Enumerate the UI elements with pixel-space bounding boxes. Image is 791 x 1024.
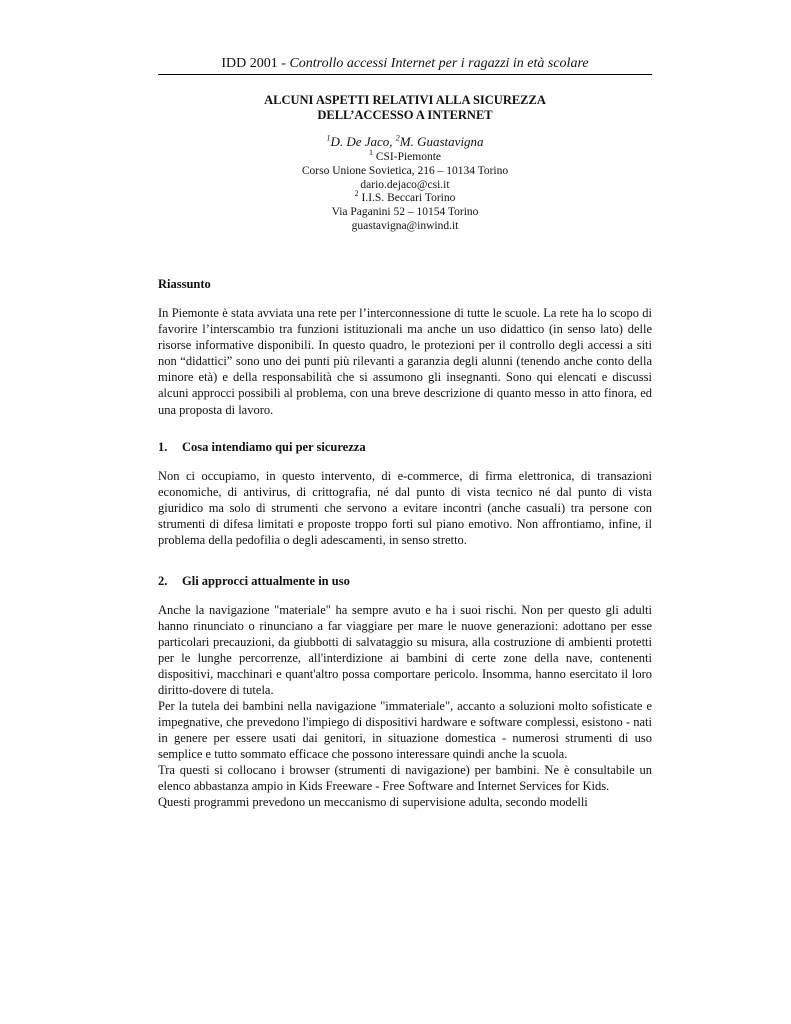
section-2-paragraph-3: Tra questi si collocano i browser (strumenti di navigazione) per bambini. Ne è consultabile un elenco abbastanza ampio in Kids Freeware - Free Software and Internet Services for Kids. bbox=[158, 763, 652, 794]
affiliation-2-mark: 2 bbox=[354, 189, 359, 199]
affiliation-1-org: $^1$ CSI-Piemonte bbox=[368, 148, 442, 163]
affiliation-2-email: guastavigna@inwind.it bbox=[351, 220, 459, 232]
affiliation-2-org: $^2$ I.I.S. Beccari Torino bbox=[354, 189, 456, 204]
author1-mark: 1 bbox=[326, 133, 331, 143]
affiliation-2-address: Via Paganini 52 – 10154 Torino bbox=[331, 206, 479, 218]
paper-title bbox=[158, 93, 652, 123]
header-rule bbox=[158, 74, 652, 75]
section-2-paragraph-1: Anche la navigazione "materiale" ha sempre avuto e ha i suoi rischi. Non per questo gli adulti hanno rinunciato o rinunciano a far viaggiare per mare le nuove generazioni: adottano per esse particolari precauzioni, da giubbotti di salvataggio su misura, alla costruzione di ambienti protetti per le lunghe percorrenze, all'interdizione ai bambini di certe zone della nave, contenenti dispositivi, macchinari e quant'altro possa comportare pericolo. Insomma, hanno esercitato il loro diritto-dovere di tutela. bbox=[158, 603, 652, 698]
author1-name: D. De Jaco, bbox=[330, 134, 396, 149]
header-subtitle: Controllo accessi Internet per i ragazzi in età scolare bbox=[289, 56, 589, 71]
author-list bbox=[158, 134, 652, 150]
section-2-title: Gli approcci attualmente in uso bbox=[182, 574, 350, 588]
author2-name: M. Guastavigna bbox=[399, 134, 484, 149]
section-2-number: 2. bbox=[158, 574, 168, 588]
running-header bbox=[158, 55, 652, 73]
affiliation-1-email: dario.dejaco@csi.it bbox=[360, 179, 450, 191]
section-1-text: Non ci occupiamo, in questo intervento, di e-commerce, di firma elettronica, di transazioni economiche, di antivirus, di crittografia, né dal punto di vista tecnico né dal punto di vista giuridico ma solo di strumenti che servono a evitare incontri (anche casuali) tra persone con strumenti di difesa limitati e proposte troppo forti sul piano emotivo. Non affrontiamo, infine, il problema della pedofilia o degli adescamenti, in senso stretto. bbox=[158, 469, 652, 548]
affiliation-1-address: Corso Unione Sovietica, 216 – 10134 Torino bbox=[301, 165, 509, 177]
affiliation-1-mark: 1 bbox=[368, 148, 373, 158]
author2-mark: 2 bbox=[395, 133, 400, 143]
section-2-heading bbox=[158, 574, 350, 589]
section-1-heading bbox=[158, 440, 366, 455]
abstract-text: In Piemonte è stata avviata una rete per l’interconnessione di tutte le scuole. La rete ha lo scopo di favorire l’interscambio tra funzioni istituzionali ma anche un uso didattico (in senso lato) delle risorse informative disponibili. In questo quadro, le protezioni per il controllo degli accessi a siti non “didattici” sono uno dei punti più rilevanti a garanzia degli alunni (tenendo anche conto della minore età) e della responsabilità che si assumono gli insegnanti. Sono qui elencati e discussi alcuni approcci possibili al problema, con una breve descrizione di quanto messo in atto finora, ed una proposta di lavoro. bbox=[158, 306, 652, 417]
section-1-number: 1. bbox=[158, 440, 168, 454]
section-1-title: Cosa intendiamo qui per sicurezza bbox=[182, 440, 366, 454]
abstract-heading: Riassunto bbox=[158, 277, 211, 291]
title-line-2: DELL’ACCESSO A INTERNET bbox=[317, 108, 493, 122]
header-prefix: IDD 2001 - bbox=[221, 56, 290, 71]
section-2-paragraph-4: Questi programmi prevedono un meccanismo di supervisione adulta, secondo modelli bbox=[158, 795, 588, 809]
title-line-1: ALCUNI ASPETTI RELATIVI ALLA SICUREZZA bbox=[264, 93, 546, 107]
section-2-paragraph-2: Per la tutela dei bambini nella navigazione "immateriale", accanto a soluzioni molto sofisticate e impegnative, che prevedono l'impiego di dispositivi hardware e software complessi, esistono - nati in genere per essere usati dai genitori, in situazione domestica - numerosi strumenti di uso semplice e tutto sommato efficace che possono interessare quindi anche la scuola. bbox=[158, 699, 652, 762]
